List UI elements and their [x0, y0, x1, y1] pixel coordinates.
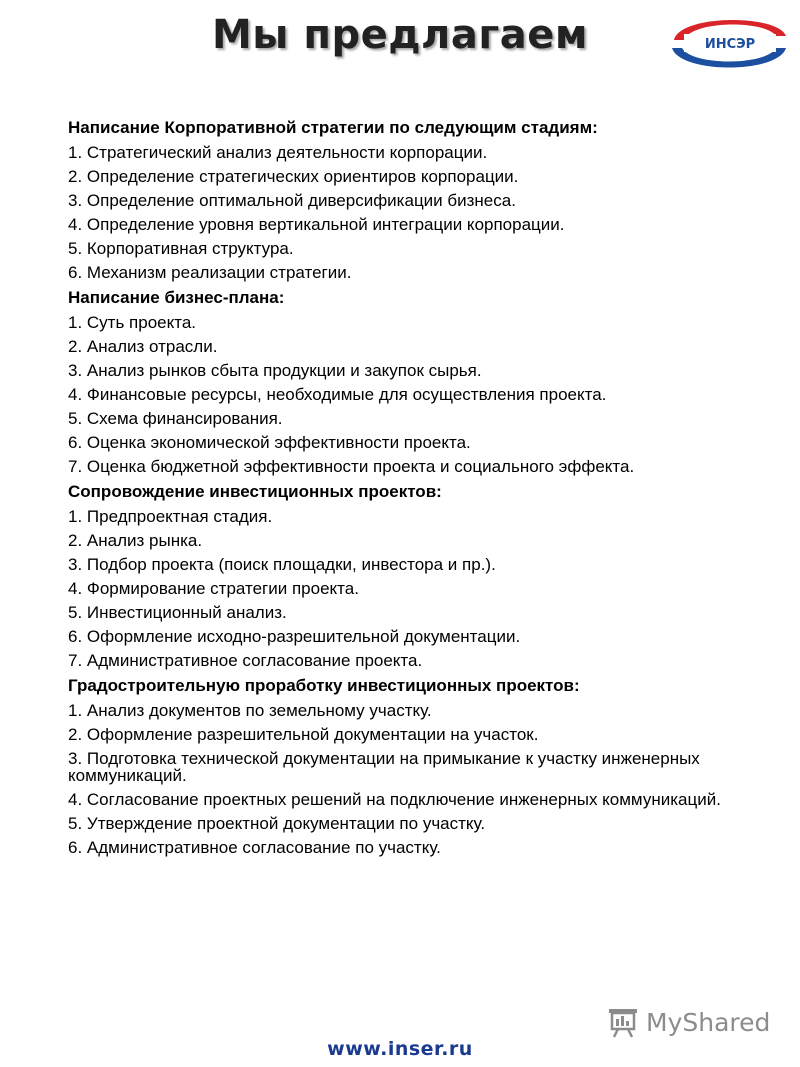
watermark-text: MyShared — [646, 1007, 771, 1037]
list-item: 5. Утверждение проектной документации по участку. — [68, 814, 486, 833]
list-item: 1. Анализ документов по земельному участку. — [68, 701, 432, 720]
page-title: Мы предлагаем — [211, 12, 589, 58]
myshared-watermark — [606, 1002, 770, 1042]
list-item: 3. Определение оптимальной диверсификации бизнеса. — [68, 191, 516, 210]
logo-text: ИНСЭР — [704, 37, 756, 52]
list-item: 5. Инвестиционный анализ. — [68, 603, 287, 622]
list-item: 2. Оформление разрешительной документации на участок. — [68, 725, 539, 744]
section-heading: Градостроительную проработку инвестиционных проектов: — [68, 676, 580, 695]
list-item: 1. Суть проекта. — [68, 313, 197, 332]
list-item: 2. Анализ отрасли. — [68, 337, 218, 356]
section-urban-planning — [68, 676, 758, 856]
list-item: 4. Формирование стратегии проекта. — [68, 579, 359, 598]
section-heading: Написание Корпоративной стратегии по следующим стадиям: — [68, 118, 598, 137]
section-investment-support — [68, 482, 758, 669]
list-item: 5. Схема финансирования. — [68, 409, 283, 428]
list-item: 3. Анализ рынков сбыта продукции и закупок сырья. — [68, 361, 482, 380]
list-item: 1. Стратегический анализ деятельности корпорации. — [68, 143, 488, 162]
list-item: 3. Подготовка технической документации на примыкание к участку инженерных коммуникаций. — [68, 749, 700, 785]
list-item: 6. Оформление исходно-разрешительной документации. — [68, 627, 521, 646]
list-item: 6. Механизм реализации стратегии. — [68, 263, 352, 282]
list-item: 1. Предпроектная стадия. — [68, 507, 273, 526]
services-list — [68, 118, 758, 863]
list-item: 3. Подбор проекта (поиск площадки, инвестора и пр.). — [68, 555, 496, 574]
section-heading: Сопровождение инвестиционных проектов: — [68, 482, 442, 501]
section-business-plan — [68, 288, 758, 475]
presentation-board-icon — [606, 1005, 640, 1039]
list-item: 5. Корпоративная структура. — [68, 239, 294, 258]
list-item: 4. Согласование проектных решений на подключение инженерных коммуникаций. — [68, 790, 721, 809]
list-item: 2. Определение стратегических ориентиров корпорации. — [68, 167, 519, 186]
list-item: 4. Определение уровня вертикальной интеграции корпорации. — [68, 215, 565, 234]
section-heading: Написание бизнес-плана: — [68, 288, 285, 307]
footer-url[interactable]: www.inser.ru — [327, 1038, 473, 1060]
inser-logo-icon — [666, 6, 792, 80]
list-item: 4. Финансовые ресурсы, необходимые для осуществления проекта. — [68, 385, 607, 404]
list-item: 2. Анализ рынка. — [68, 531, 203, 550]
list-item: 6. Административное согласование по участку. — [68, 838, 441, 857]
section-corporate-strategy — [68, 118, 758, 281]
list-item: 6. Оценка экономической эффективности проекта. — [68, 433, 471, 452]
list-item: 7. Административное согласование проекта. — [68, 651, 423, 670]
company-logo — [666, 6, 792, 80]
list-item: 7. Оценка бюджетной эффективности проекта и социального эффекта. — [68, 457, 635, 476]
